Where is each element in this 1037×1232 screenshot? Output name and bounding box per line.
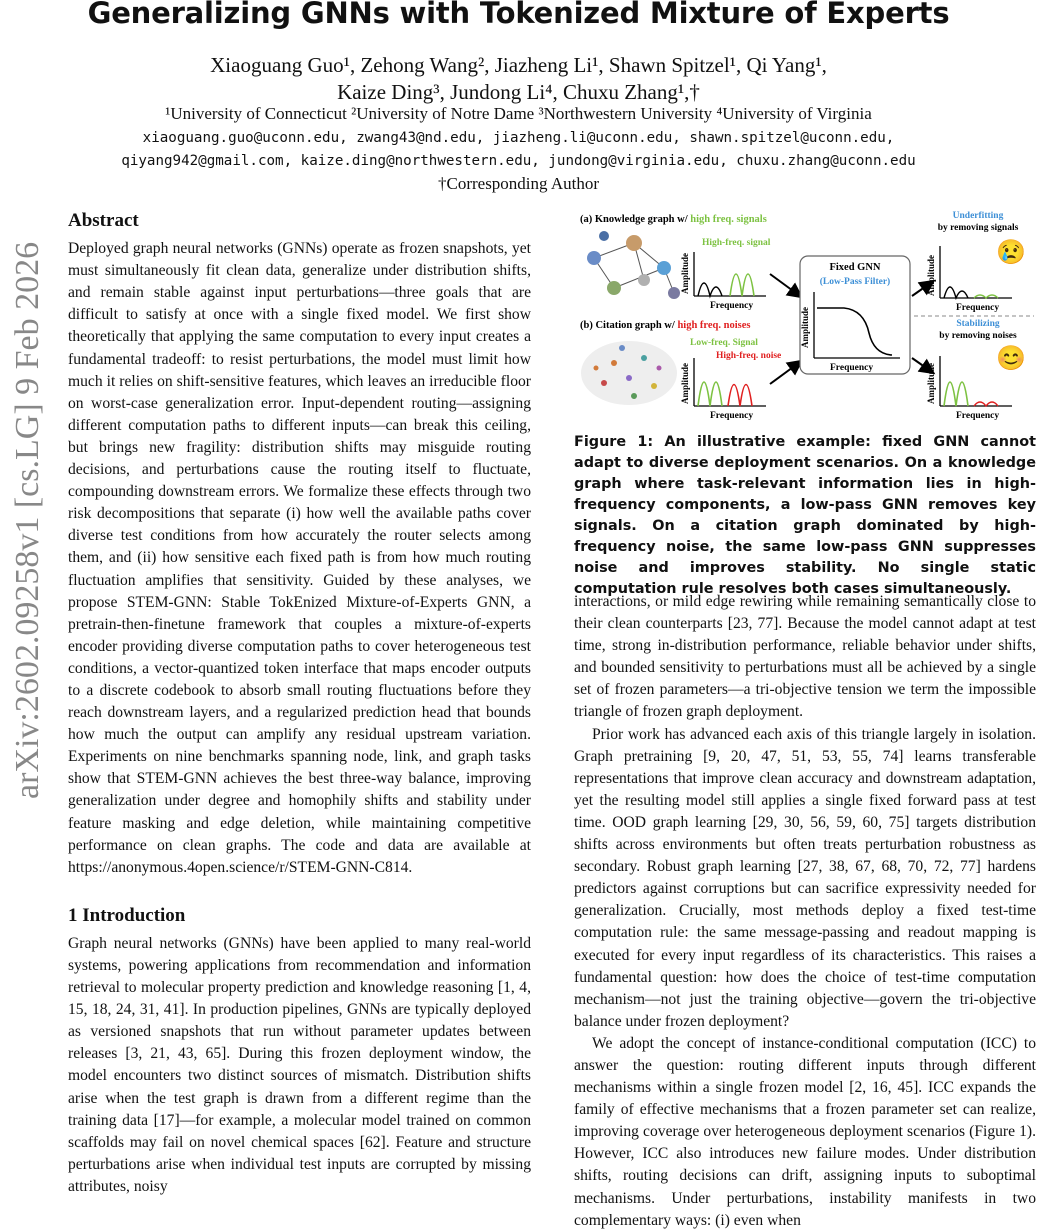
right-paragraph-1: interactions, or mild edge rewiring while remaining semantically close to their clean counterparts [23, 77]. Because the model cannot adapt at test time, strong in-distribution performance, reliable behavior under shifts, and bounded sensitivity to perturbations must all be achieved by a single set of frozen parameters—a tri-objective tension we term the impossible triangle of frozen graph deployment.	[574, 593, 1036, 721]
arxiv-watermark: arXiv:2602.09258v1 [cs.LG] 9 Feb 2026	[9, 241, 46, 799]
plot-high-freq-signal	[680, 238, 771, 311]
sad-face-icon: 😢	[996, 240, 1026, 266]
panel-b-title: (b) Citation graph w/ high freq. noises	[580, 320, 751, 331]
figure-1-diagram	[574, 208, 1036, 424]
abstract-text: Deployed graph neural networks (GNNs) operate as frozen snapshots, yet must simultaneously fit clean data, generalize under distribution shifts, and remain stable against input perturbations—three goals that are difficult to satisfy at once with a single fixed model. We first show theoretically that applying the same computation to every input creates a fundamental tradeoff: to resist perturbations, the model must limit how much it relies on shift-sensitive features, which leaves an irreducible floor on worst-case generalization error. Input-dependent routing—assigning different computation paths to different inputs—can break this ceiling, but brings new fragility: distribution shifts may misguide routing decisions, and perturbations cause the routing itself to fluctuate, compounding downstream errors. We formalize these effects through two risk decompositions that separate (i) how well the available paths cover diverse test conditions from how accurately the router selects among them, and (ii) how sensitive each fixed path is from how much routing fluctuation amplifies that sensitivity. Guided by these analyses, we propose STEM-GNN: Stable TokEnized Mixture-of-Experts GNN, a pretrain-then-finetune framework that couples a mixture-of-experts encoder providing diverse computation paths to cover heterogeneous test conditions, a vector-quantized token interface that maps encoder outputs to a discrete codebook to absorb small routing fluctuations before they reach downstream layers, and a regularized prediction head that bounds how much the output can amplify any residual upstream variation. Experiments on nine benchmarks spanning node, link, and graph tasks show that STEM-GNN achieves the best three-way balance, improving generalization under degree and homophily shifts and stability under feature masking and edge deletion, while maintaining competitive performance on clean graphs. The code and data are available at https://anonymous.4open.science/r/STEM-GNN-C814.	[68, 240, 531, 876]
svg-text:High-freq. signal: High-freq. signal	[702, 238, 771, 248]
svg-text:High-freq. noise: High-freq. noise	[716, 351, 782, 361]
svg-text:Frequency: Frequency	[956, 411, 1000, 421]
plot-high-freq-noise	[680, 338, 781, 421]
svg-text:Amplitude: Amplitude	[680, 252, 690, 294]
abstract-heading: Abstract	[68, 210, 139, 231]
svg-text:Stabilizing: Stabilizing	[956, 319, 1000, 329]
figure-1-caption: Figure 1: An illustrative example: fixed GNN cannot adapt to diverse deployment scenarios. On a knowledge graph where task-relevant information lies in high-frequency components, a low-pass GNN removes key signals. On a citation graph dominated by high-frequency noise, the same low-pass GNN suppresses noise and improves stability. No single static computation rule resolves both cases simultaneously.	[574, 434, 1036, 597]
svg-text:Frequency: Frequency	[956, 303, 1000, 313]
svg-text:Amplitude: Amplitude	[926, 254, 936, 296]
smiling-face-icon: 😊	[996, 346, 1026, 372]
author-list	[0, 52, 1037, 106]
panel-a-title: (a) Knowledge graph w/ high freq. signals	[580, 214, 767, 225]
intro-heading: 1 Introduction	[68, 904, 186, 926]
authors-line-2: Kaize Ding³, Jundong Li⁴, Chuxu Zhang¹,†	[337, 80, 700, 104]
fixed-gnn-box	[800, 256, 910, 374]
svg-text:(Low-Pass Filter): (Low-Pass Filter)	[819, 277, 891, 287]
right-column	[574, 591, 1036, 1232]
paper-title: Generalizing GNNs with Tokenized Mixture of Experts	[87, 0, 950, 30]
email-list	[0, 127, 1037, 173]
citation-graph-icon	[581, 341, 677, 405]
right-paragraph-2: Prior work has advanced each axis of this triangle largely in isolation. Graph pretraining [9, 20, 47, 51, 53, 55, 74] learns transferable representations that improve clean accuracy and downstream adaptation, yet the resulting model still applies a single fixed forward pass at test time. OOD graph learning [29, 30, 56, 59, 60, 75] targets distribution shifts across environments but often treats perturbation robustness as secondary. Robust graph learning [27, 38, 67, 68, 70, 72, 77] hardens predictors against corruptions but can sacrifice expressivity needed for generalization. Crucially, most methods deploy a fixed test-time computation rule: the same message-passing and readout mapping is executed for every input regardless of its characteristics. This raises a fundamental question: how does the choice of test-time computation mechanism—not just the training objective—govern the tri-objective balance under frozen deployment?	[574, 725, 1036, 1030]
authors-line-1: Xiaoguang Guo¹, Zehong Wang², Jiazheng Li¹, Shawn Spitzel¹, Qi Yang¹,	[210, 53, 827, 77]
knowledge-graph-icon	[587, 231, 680, 299]
svg-text:Frequency: Frequency	[710, 411, 754, 421]
svg-text:by removing signals: by removing signals	[937, 223, 1019, 233]
svg-text:Frequency: Frequency	[710, 301, 754, 311]
svg-text:Amplitude: Amplitude	[926, 362, 936, 404]
underfitting-result	[926, 211, 1026, 313]
svg-text:Frequency: Frequency	[830, 363, 874, 373]
svg-text:Amplitude: Amplitude	[800, 306, 810, 348]
svg-text:Amplitude: Amplitude	[680, 362, 690, 404]
figure-1	[574, 208, 1036, 424]
emails-line-1: xiaoguang.guo@uconn.edu, zwang43@nd.edu, jiazheng.li@uconn.edu, shawn.spitzel@uconn.edu,	[142, 130, 895, 146]
svg-text:Underfitting: Underfitting	[952, 211, 1004, 221]
svg-text:Fixed GNN: Fixed GNN	[829, 262, 881, 273]
corresponding-author-note: †Corresponding Author	[437, 174, 600, 193]
affiliations: ¹University of Connecticut ²University of Notre Dame ³Northwestern University ⁴University of Virginia	[165, 104, 872, 123]
stabilizing-result	[926, 319, 1026, 421]
intro-paragraph: Graph neural networks (GNNs) have been applied to many real-world systems, powering applications from recommendation and information retrieval to molecular property prediction and knowledge reasoning [1, 4, 15, 18, 24, 31, 41]. In production pipelines, GNNs are typically deployed as versioned snapshots that run without parameter updates between releases [3, 21, 43, 65]. During this frozen deployment window, the model encounters two distinct sources of mismatch. Distribution shifts arise when the test graph is drawn from a different regime than the training data [17]—for example, a molecular model trained on common scaffolds may fail on novel chemical spaces [62]. Feature and structure perturbations arise when individual test inputs are corrupted by missing attributes, noisy	[68, 934, 531, 1195]
left-column	[68, 210, 531, 1198]
svg-text:by removing noises: by removing noises	[939, 331, 1017, 341]
svg-text:Low-freq. Signal: Low-freq. Signal	[690, 338, 758, 348]
emails-line-2: qiyang942@gmail.com, kaize.ding@northwestern.edu, jundong@virginia.edu, chuxu.zhang@uconn.edu	[121, 153, 916, 169]
right-paragraph-3: We adopt the concept of instance-conditional computation (ICC) to answer the question: routing different inputs through different mechanisms within a single frozen model [2, 16, 45]. ICC expands the family of effective mechanisms that a frozen parameter set can realize, improving coverage over heterogeneous deployment scenarios (Figure 1). However, ICC also introduces new failure modes. Under distribution shifts, routing decisions can drift, assigning inputs to suboptimal mechanisms. Under perturbations, instability manifests in two complementary ways: (i) even when	[574, 1034, 1036, 1229]
